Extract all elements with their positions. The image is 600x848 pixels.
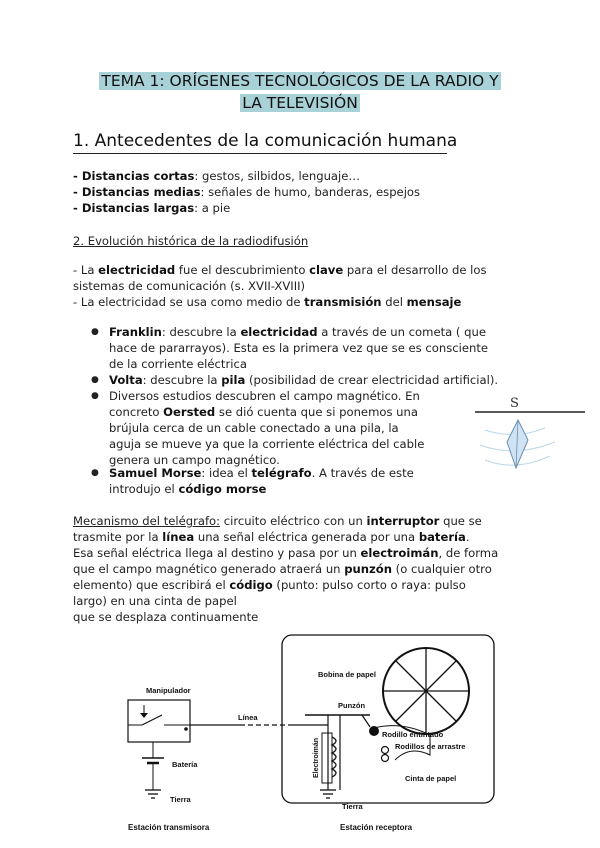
section-1-heading: 1. Antecedentes de la comunicación humana: [73, 131, 457, 154]
electromagnet: [322, 733, 332, 783]
label-linea: Línea: [238, 713, 258, 722]
bullet-franklin: Franklin: descubre la electricidad a través de un cometa ( que hace de pararrayos). Esta es la primera vez que se es consciente de la corriente eléctrica: [109, 325, 488, 371]
label-electroiman: Electroimán: [313, 737, 320, 778]
label-bobina: Bobina de papel: [318, 670, 376, 679]
distance-medium: - Distancias medias: señales de humo, banderas, espejos: [73, 185, 421, 199]
page-title: TEMA 1: ORÍGENES TECNOLÓGICOS DE LA RADIO Y LA TELEVISIÓN: [101, 72, 499, 112]
mechanism-paragraph: Mecanismo del telégrafo: circuito eléctrico con un interruptor que se trasmite por la línea una señal eléctrica generada por una batería. Esa señal eléctrica llega al destino y pasa por un electroimán, de forma que el campo magnético generado atraerá un punzón (o cualquier otro elemento) que escribirá el código (punto: pulso corto o raya: pulso largo) en una cinta de papel que se desplaza continuamente: [73, 514, 499, 624]
label-punzon: Punzón: [338, 701, 366, 710]
telegraph-diagram: [100, 625, 560, 840]
label-bateria: Batería: [172, 760, 198, 769]
bullet-dot: ●: [91, 391, 99, 401]
label-rodillo: Rodillo entintado: [382, 730, 444, 739]
distance-long: - Distancias largas: a pie: [73, 201, 231, 215]
compass-label: S: [510, 396, 519, 411]
intro-paragraph: - La electricidad fue el descubrimiento clave para el desarrollo de los sistemas de comunicación (s. XVII-XVIII) - La electricidad se usa como medio de transmisión del mensaje: [73, 263, 487, 309]
label-tierra-2: Tierra: [342, 802, 363, 811]
label-rodillos: Rodillos de arrastre: [395, 742, 466, 751]
label-tierra-1: Tierra: [170, 795, 191, 804]
bullet-morse: Samuel Morse: idea el telégrafo. A través de este introdujo el código morse: [109, 466, 414, 496]
transmitter-box: [128, 700, 190, 742]
compass-illustration: [475, 390, 587, 485]
distance-short: - Distancias cortas: gestos, silbidos, lenguaje…: [73, 169, 360, 183]
bullet-dot: ●: [91, 468, 99, 478]
paper-spool: [383, 648, 469, 734]
bullet-dot: ●: [91, 375, 99, 385]
label-estacion-transmisora: Estación transmisora: [128, 823, 210, 832]
label-cinta: Cinta de papel: [405, 774, 457, 783]
section-2-heading: 2. Evolución histórica de la radiodifusión: [73, 234, 309, 248]
bullet-dot: ●: [91, 327, 99, 337]
distances-list: [73, 168, 420, 216]
bullet-oersted: Diversos estudios descubren el campo magnético. En concreto Oersted se dió cuenta que si ponemos una brújula cerca de un cable conectado a una pila, la aguja se mueve ya que la corriente eléctrica del cable genera un campo magnético.: [109, 389, 425, 467]
bullet-volta: Volta: descubre la pila (posibilidad de crear electricidad artificial).: [109, 373, 499, 387]
label-manipulador: Manipulador: [146, 686, 191, 695]
label-estacion-receptora: Estación receptora: [340, 823, 413, 832]
